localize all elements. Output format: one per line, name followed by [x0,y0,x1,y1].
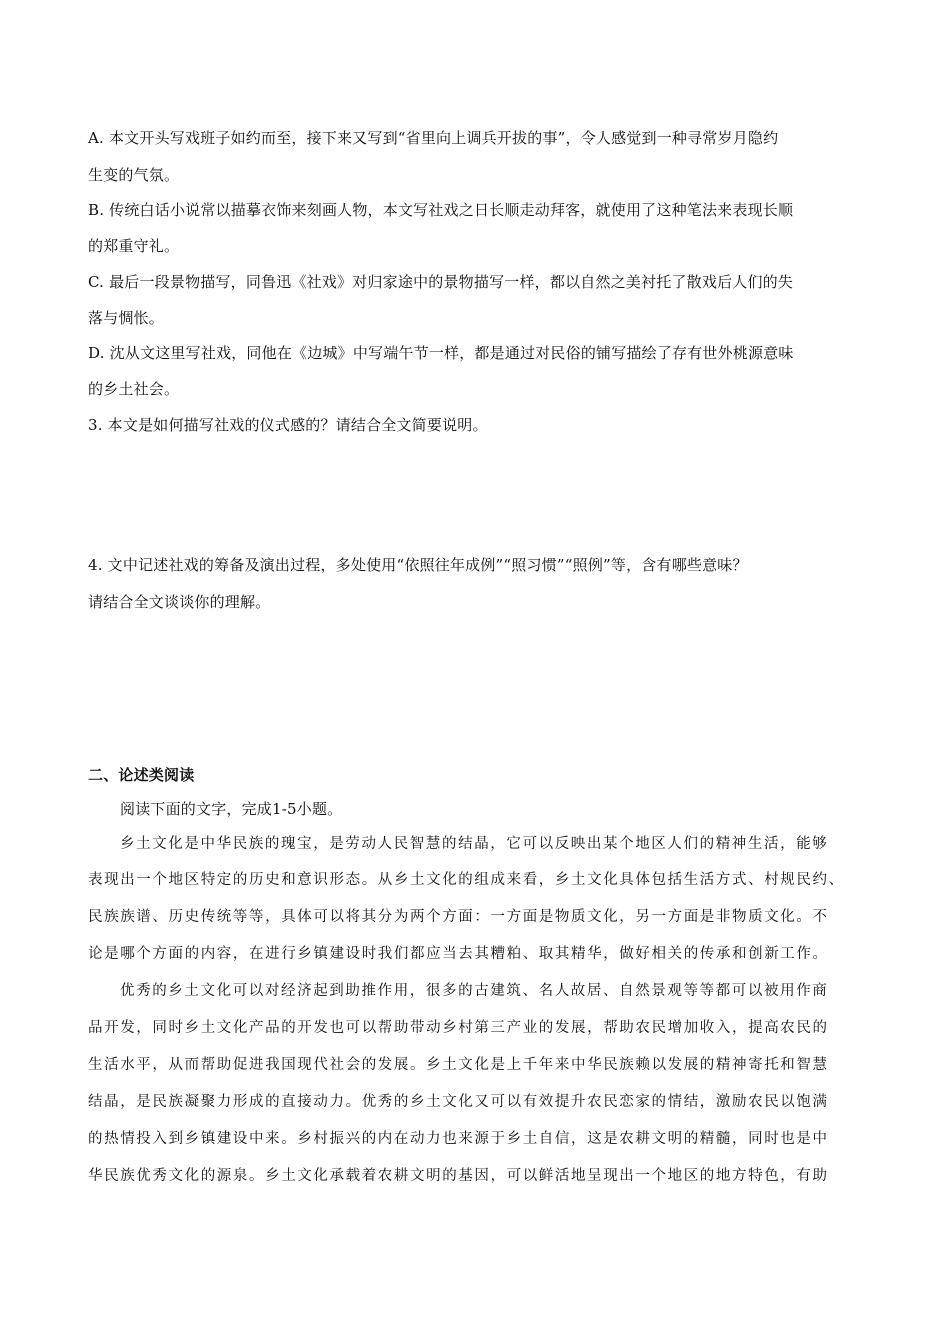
paragraph-2-line: 生活水平，从而帮助促进我国现代社会的发展。乡土文化是上千年来中华民族赖以发展的精神寄托和智慧 [88,1057,829,1073]
question-4-line-2: 请结合全文谈谈你的理解。 [88,593,271,611]
paragraph-1-line: 论是哪个方面的内容，在进行乡镇建设时我们都应当去其糟粕、取其精华，做好相关的传承和创新工作。 [88,946,829,962]
option-c-line-2: 落与惆怅。 [88,309,165,327]
option-a-line-1: A. 本文开头写戏班子如约而至，接下来又写到“省里向上调兵开拔的事”，令人感觉到一种寻常岁月隐约 [88,129,779,147]
option-d-line-2: 的乡土社会。 [88,380,180,398]
paragraph-2-line: 结晶，是民族凝聚力形成的直接动力。优秀的乡土文化又可以有效提升农民恋家的情结，激励农民以饱满 [88,1094,829,1110]
section-instruction: 阅读下面的文字，完成1-5小题。 [120,800,343,818]
paragraph-1-line: 乡土文化是中华民族的瑰宝，是劳动人民智慧的结晶，它可以反映出某个地区人们的精神生活，能够 [120,836,829,852]
paragraph-2-line: 华民族优秀文化的源泉。乡土文化承载着农耕文明的基因，可以鲜活地呈现出一个地区的地方特色，有助 [88,1168,829,1184]
option-d-line-1: D. 沈从文这里写社戏，同他在《边城》中写端午节一样，都是通过对民俗的铺写描绘了存有世外桃源意味 [88,344,794,362]
option-b-line-1: B. 传统白话小说常以描摹衣饰来刻画人物，本文写社戏之日长顺走动拜客，就使用了这种笔法来表现长顺 [88,201,794,219]
question-3: 3. 本文是如何描写社戏的仪式感的？请结合全文简要说明。 [88,416,488,434]
paragraph-2-line: 的热情投入到乡镇建设中来。乡村振兴的内在动力也来源于乡土自信，这是农耕文明的精髓，同时也是中 [88,1131,829,1147]
paragraph-2-line: 优秀的乡土文化可以对经济起到助推作用，很多的古建筑、名人故居、自然景观等等都可以被用作商 [120,983,829,999]
section-heading: 二、论述类阅读 [88,766,195,784]
option-b-line-2: 的郑重守礼。 [88,237,180,255]
option-a-line-2: 生变的气氛。 [88,166,180,184]
paragraph-1-line: 表现出一个地区特定的历史和意识形态。从乡土文化的组成来看，乡土文化具体包括生活方式、村规民约、 [88,872,845,888]
paragraph-1-line: 民族族谱、历史传统等等，具体可以将其分为两个方面：一方面是物质文化，另一方面是非物质文化。不 [88,909,829,925]
question-4-line-1: 4. 文中记述社戏的筹备及演出过程，多处使用“依照往年成例”“照习惯”“照例”等，含有哪些意味？ [88,556,748,574]
option-c-line-1: C. 最后一段景物描写，同鲁迅《社戏》对归家途中的景物描写一样，都以自然之美衬托了散戏后人们的失 [88,273,794,291]
paragraph-2-line: 品开发，同时乡土文化产品的开发也可以帮助带动乡村第三产业的发展，帮助农民增加收入，提高农民的 [88,1020,829,1036]
